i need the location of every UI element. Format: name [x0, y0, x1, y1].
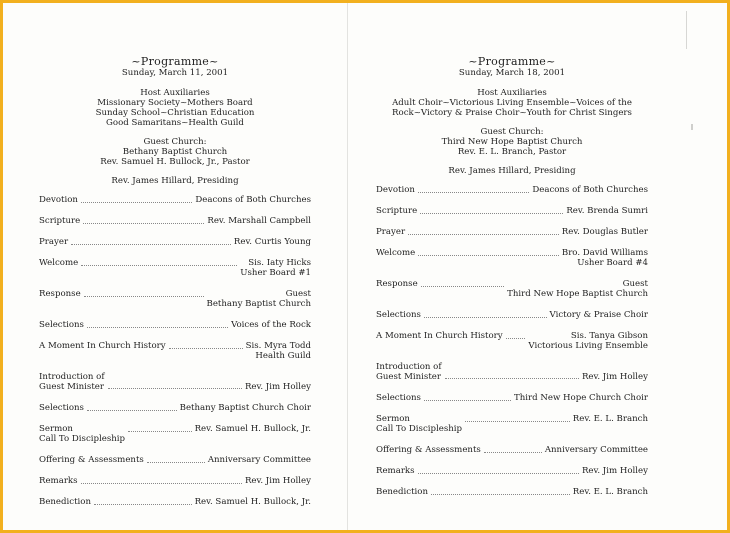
guest-line: Guest Church:	[143, 137, 207, 147]
row-value: Sis. Myra Todd Health Guild	[245, 341, 311, 361]
row-label: Introduction of Guest Minister	[39, 372, 105, 392]
leader-dots	[108, 388, 242, 389]
row-label: Selections	[39, 403, 84, 413]
row-label: Offering & Assessments	[376, 445, 481, 455]
program-row	[39, 195, 311, 205]
program-row	[39, 372, 311, 392]
right-host-auxiliaries	[376, 88, 648, 118]
row-label: Prayer	[376, 227, 406, 237]
leader-dots	[465, 414, 570, 422]
leader-dots	[431, 487, 570, 495]
leader-dots	[408, 227, 559, 235]
aux-line: Rock~Victory & Praise Choir~Youth for Christ Singers	[392, 108, 632, 118]
leader-dots	[418, 248, 559, 256]
aux-line: Good Samaritans~Health Guild	[106, 118, 244, 128]
row-value: Rev. Samuel H. Bullock, Jr.	[194, 424, 311, 434]
left-date: Sunday, March 11, 2001	[121, 68, 229, 78]
program-row	[376, 466, 648, 476]
guest-line: Guest Church:	[480, 127, 544, 137]
program-row	[376, 362, 648, 382]
program-row	[39, 424, 311, 444]
aux-line: Host Auxiliaries	[140, 88, 210, 98]
row-label: A Moment In Church History	[376, 331, 503, 341]
row-value: Sis. Iaty Hicks Usher Board #1	[240, 258, 311, 278]
row-label: Welcome	[39, 258, 79, 268]
leader-dots	[424, 310, 547, 318]
leader-dots	[506, 331, 526, 339]
row-label: Selections	[376, 393, 421, 403]
program-row	[39, 341, 311, 361]
right-date: Sunday, March 18, 2001	[458, 68, 566, 78]
leader-dots	[445, 378, 579, 379]
guest-line: Rev. E. L. Branch, Pastor	[457, 147, 567, 157]
row-label: Response	[39, 289, 81, 299]
row-label: Response	[376, 279, 418, 289]
leader-dots	[484, 445, 542, 453]
row-value: Anniversary Committee	[544, 445, 648, 455]
aux-line: Adult Choir~Victorious Living Ensemble~Voices of the	[392, 98, 632, 108]
leader-dots	[418, 185, 529, 193]
row-label: Remarks	[376, 466, 415, 476]
row-value: Rev. Jim Holley	[244, 476, 311, 486]
right-presiding: Rev. James Hillard, Presiding	[448, 166, 576, 176]
program-row	[376, 414, 648, 434]
program-row	[376, 445, 648, 455]
leader-dots	[424, 393, 511, 401]
row-label: Offering & Assessments	[39, 455, 144, 465]
left-guest-church	[39, 137, 311, 167]
leader-dots	[87, 320, 228, 328]
leader-dots	[421, 279, 504, 287]
row-value: Bro. David Williams Usher Board #4	[561, 248, 648, 268]
program-row	[376, 185, 648, 195]
row-value: Deacons of Both Churches	[532, 185, 648, 195]
leader-dots	[147, 455, 205, 463]
row-value: Rev. E. L. Branch	[572, 487, 648, 497]
left-programme-title: ~Programme~	[131, 55, 219, 68]
program-row	[39, 289, 311, 309]
leader-dots	[169, 341, 243, 349]
right-page	[376, 55, 648, 508]
fold-line	[347, 3, 348, 530]
row-value: Victory & Praise Choir	[549, 310, 648, 320]
row-value: Rev. Brenda Sumri	[566, 206, 648, 216]
row-label: Devotion	[376, 185, 415, 195]
left-host-auxiliaries	[39, 88, 311, 128]
right-programme-title: ~Programme~	[468, 55, 556, 68]
leader-dots	[81, 195, 192, 203]
row-value: Sis. Tanya Gibson Victorious Living Ensemble	[528, 331, 648, 351]
program-row	[376, 310, 648, 320]
row-value: Third New Hope Church Choir	[513, 393, 648, 403]
leader-dots	[81, 258, 237, 266]
row-label: Remarks	[39, 476, 78, 486]
row-value: Deacons of Both Churches	[195, 195, 311, 205]
row-label: Devotion	[39, 195, 78, 205]
row-value: Rev. Samuel H. Bullock, Jr.	[194, 497, 311, 507]
leader-dots	[420, 206, 563, 214]
row-value: Rev. Curtis Young	[233, 237, 311, 247]
right-program-list	[376, 185, 648, 497]
program-row	[39, 497, 311, 507]
aux-line: Sunday School~Christian Education	[95, 108, 255, 118]
program-row	[39, 258, 311, 278]
guest-line: Bethany Baptist Church	[122, 147, 228, 157]
program-row	[39, 455, 311, 465]
row-label: Benediction	[376, 487, 428, 497]
row-value: Guest Third New Hope Baptist Church	[507, 279, 648, 299]
row-value: Rev. Jim Holley	[581, 372, 648, 382]
row-value: Bethany Baptist Church Choir	[179, 403, 311, 413]
row-value: Rev. E. L. Branch	[572, 414, 648, 424]
row-value: Anniversary Committee	[207, 455, 311, 465]
leader-dots	[87, 403, 177, 411]
leader-dots	[83, 216, 204, 224]
program-row	[376, 487, 648, 497]
program-row	[39, 403, 311, 413]
leader-dots	[71, 237, 231, 245]
row-value: Guest Bethany Baptist Church	[206, 289, 311, 309]
row-label: Sermon Call To Discipleship	[376, 414, 463, 434]
left-page	[39, 55, 311, 518]
guest-line: Rev. Samuel H. Bullock, Jr., Pastor	[100, 157, 250, 167]
row-label: Scripture	[39, 216, 81, 226]
leader-dots	[128, 424, 192, 432]
leader-dots	[84, 289, 204, 297]
row-value: Rev. Douglas Butler	[561, 227, 648, 237]
row-label: Sermon Call To Discipleship	[39, 424, 126, 444]
row-label: Selections	[39, 320, 84, 330]
program-row	[376, 206, 648, 216]
program-row	[376, 248, 648, 268]
program-row	[39, 476, 311, 486]
row-value: Rev. Marshall Campbell	[207, 216, 311, 226]
row-label: Introduction of Guest Minister	[376, 362, 442, 382]
leader-dots	[81, 476, 242, 484]
aux-line: Host Auxiliaries	[477, 88, 547, 98]
paper-edge-mark	[686, 11, 687, 49]
program-row	[39, 320, 311, 330]
right-guest-church	[376, 127, 648, 157]
left-presiding: Rev. James Hillard, Presiding	[111, 176, 239, 186]
program-row	[39, 216, 311, 226]
row-label: Prayer	[39, 237, 69, 247]
program-row	[376, 331, 648, 351]
row-value: Rev. Jim Holley	[581, 466, 648, 476]
left-program-list	[39, 195, 311, 507]
aux-line: Missionary Society~Mothers Board	[97, 98, 253, 108]
program-row	[376, 227, 648, 237]
program-row	[39, 237, 311, 247]
row-label: Welcome	[376, 248, 416, 258]
row-value: Rev. Jim Holley	[244, 382, 311, 392]
row-value: Voices of the Rock	[231, 320, 311, 330]
guest-line: Third New Hope Baptist Church	[441, 137, 583, 147]
leader-dots	[94, 497, 192, 505]
program-sheet	[3, 3, 727, 530]
program-row	[376, 393, 648, 403]
row-label: Selections	[376, 310, 421, 320]
leader-dots	[418, 466, 579, 474]
row-label: Scripture	[376, 206, 418, 216]
paper-tick-mark	[691, 124, 693, 130]
row-label: A Moment In Church History	[39, 341, 166, 351]
program-row	[376, 279, 648, 299]
row-label: Benediction	[39, 497, 91, 507]
